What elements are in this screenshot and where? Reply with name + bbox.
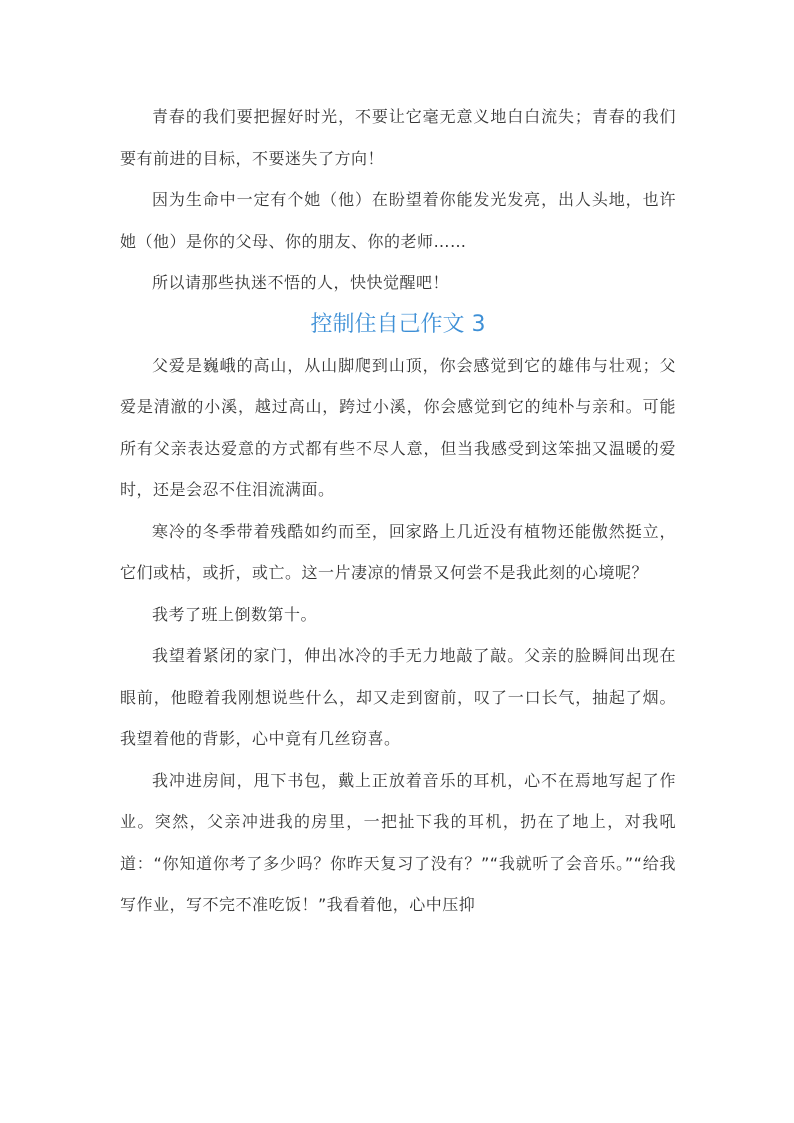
paragraph-youth-time: 青春的我们要把握好时光，不要让它毫无意义地白白流失；青春的我们要有前进的目标，不要迷失了方向！ [120, 107, 676, 168]
paragraph-cold-winter: 寒冷的冬季带着残酷如约而至，回家路上几近没有植物还能傲然挺立，它们或枯，或折，或亡。这一片凄凉的情景又何尝不是我此刻的心境呢？ [120, 521, 676, 582]
paragraph-home-door: 我望着紧闭的家门，伸出冰冷的手无力地敲了敲。父亲的脸瞬间出现在眼前，他瞪着我刚想说些什么，却又走到窗前，叹了一口长气，抽起了烟。我望着他的背影，心中竟有几丝窃喜。 [120, 646, 676, 748]
paragraph-room-scene: 我冲进房间，甩下书包，戴上正放着音乐的耳机，心不在焉地写起了作业。突然，父亲冲进我的房里，一把扯下我的耳机，扔在了地上，对我吼道：“你知道你考了多少吗？你昨天复习了没有？”“我就听了会音乐。”“给我写作业，写不完不准吃饭！”我看着他，心中压抑 [120, 770, 676, 914]
paragraph-fathers-love: 父爱是巍峨的高山，从山脚爬到山顶，你会感觉到它的雄伟与壮观；父爱是清澈的小溪，越过高山，跨过小溪，你会感觉到它的纯朴与亲和。可能所有父亲表达爱意的方式都有些不尽人意，但当我感受到这笨拙又温暖的爱时，还是会忍不住泪流满面。 [120, 355, 676, 499]
section-heading: 控制住自己作文 3 [310, 311, 486, 337]
document-page [120, 96, 676, 926]
paragraph-exam-rank: 我考了班上倒数第十。 [152, 604, 318, 624]
paragraph-someone-waiting: 因为生命中一定有个她（他）在盼望着你能发光发亮，出人头地，也许她（他）是你的父母、你的朋友、你的老师…… [120, 190, 676, 251]
paragraph-wake-up: 所以请那些执迷不悟的人，快快觉醒吧！ [152, 273, 450, 292]
